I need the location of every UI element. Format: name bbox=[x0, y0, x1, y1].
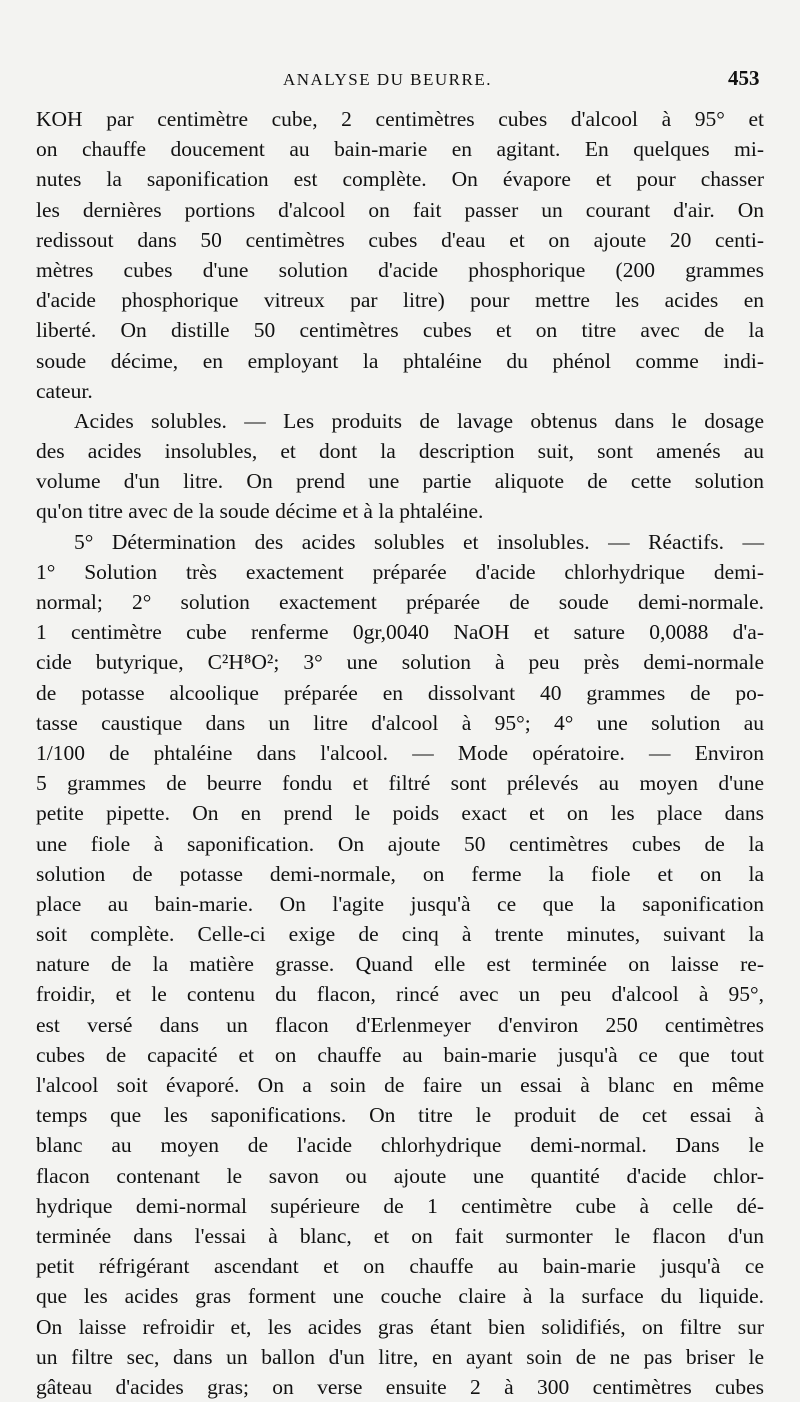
text-line: KOH par centimètre cube, 2 centimètres cubes d'alcool à 95° et bbox=[36, 107, 764, 131]
text-line: une fiole à saponification. On ajoute 50 centimètres cubes de la bbox=[36, 831, 764, 856]
text-line: 1 centimètre cube renferme 0gr,0040 NaOH et sature 0,0088 d'a- bbox=[36, 620, 764, 645]
text-line: petite pipette. On en prend le poids exact et on les place dans bbox=[36, 801, 764, 826]
text-line: flacon contenant le savon ou ajoute une quantité d'acide chlor- bbox=[36, 1163, 764, 1188]
page-number: 453 bbox=[728, 66, 760, 90]
body-text bbox=[36, 104, 764, 1402]
text-line: petit réfrigérant ascendant et on chauffe au bain-marie jusqu'à ce bbox=[36, 1254, 764, 1279]
text-line: un filtre sec, dans un ballon d'un litre, en ayant soin de ne pas briser le bbox=[36, 1344, 764, 1369]
text-line: que les acides gras forment une couche claire à la surface du liquide. bbox=[36, 1284, 764, 1309]
text-line: liberté. On distille 50 centimètres cubes et on titre avec de la bbox=[36, 318, 764, 343]
text-line: solution de potasse demi-normale, on ferme la fiole et on la bbox=[36, 861, 764, 886]
text-line: cide butyrique, C²H⁸O²; 3° une solution à peu près demi-normale bbox=[36, 650, 764, 675]
running-title: ANALYSE DU BEURRE. bbox=[283, 70, 492, 89]
text-line: de potasse alcoolique préparée en dissolvant 40 grammes de po- bbox=[36, 680, 764, 705]
text-line: 5° Détermination des acides solubles et insolubles. — Réactifs. — bbox=[74, 529, 764, 554]
text-line: terminée dans l'essai à blanc, et on fait surmonter le flacon d'un bbox=[36, 1223, 764, 1248]
running-head bbox=[0, 66, 800, 100]
text-line: cateur. bbox=[36, 378, 93, 403]
text-line: place au bain-marie. On l'agite jusqu'à ce que la saponification bbox=[36, 891, 764, 916]
text-line: Acides solubles. — Les produits de lavage obtenus dans le dosage bbox=[74, 408, 764, 433]
text-line: froidir, et le contenu du flacon, rincé avec un peu d'alcool à 95°, bbox=[36, 982, 764, 1007]
text-line: soit complète. Celle-ci exige de cinq à trente minutes, suivant la bbox=[36, 922, 764, 947]
text-line: nature de la matière grasse. Quand elle est terminée on laisse re- bbox=[36, 952, 764, 977]
text-line: on chauffe doucement au bain-marie en agitant. En quelques mi- bbox=[36, 137, 764, 162]
text-line: des acides insolubles, et dont la description suit, sont amenés au bbox=[36, 439, 764, 464]
text-line: l'alcool soit évaporé. On a soin de faire un essai à blanc en même bbox=[36, 1073, 764, 1097]
text-line: blanc au moyen de l'acide chlorhydrique demi-normal. Dans le bbox=[36, 1133, 764, 1158]
text-line: d'acide phosphorique vitreux par litre) pour mettre les acides en bbox=[36, 288, 764, 313]
text-line: les dernières portions d'alcool on fait passer un courant d'air. On bbox=[36, 197, 764, 222]
text-line: temps que les saponifications. On titre le produit de cet essai à bbox=[36, 1103, 764, 1128]
text-line: hydrique demi-normal supérieure de 1 centimètre cube à celle dé- bbox=[36, 1193, 764, 1218]
text-line: qu'on titre avec de la soude décime et à la phtaléine. bbox=[36, 499, 484, 524]
text-line: mètres cubes d'une solution d'acide phosphorique (200 grammes bbox=[36, 257, 764, 282]
text-line: est versé dans un flacon d'Erlenmeyer d'environ 250 centimètres bbox=[36, 1012, 764, 1037]
text-line: nutes la saponification est complète. On évapore et pour chasser bbox=[36, 167, 764, 192]
text-line: gâteau d'acides gras; on verse ensuite 2 à 300 centimètres cubes bbox=[36, 1374, 764, 1399]
text-line: volume d'un litre. On prend une partie aliquote de cette solution bbox=[36, 469, 764, 494]
text-line: normal; 2° solution exactement préparée de soude demi-normale. bbox=[36, 590, 764, 614]
text-line: cubes de capacité et on chauffe au bain-marie jusqu'à ce que tout bbox=[36, 1042, 764, 1067]
text-line: On laisse refroidir et, les acides gras étant bien solidifiés, on filtre sur bbox=[36, 1314, 764, 1339]
text-line: soude décime, en employant la phtaléine du phénol comme indi- bbox=[36, 348, 764, 373]
text-line: 1/100 de phtaléine dans l'alcool. — Mode opératoire. — Environ bbox=[36, 740, 764, 765]
text-line: 5 grammes de beurre fondu et filtré sont prélevés au moyen d'une bbox=[36, 771, 764, 796]
text-line: 1° Solution très exactement préparée d'acide chlorhydrique demi- bbox=[36, 559, 764, 584]
text-line: tasse caustique dans un litre d'alcool à 95°; 4° une solution au bbox=[36, 710, 764, 735]
text-line: redissout dans 50 centimètres cubes d'eau et on ajoute 20 centi- bbox=[36, 227, 764, 252]
